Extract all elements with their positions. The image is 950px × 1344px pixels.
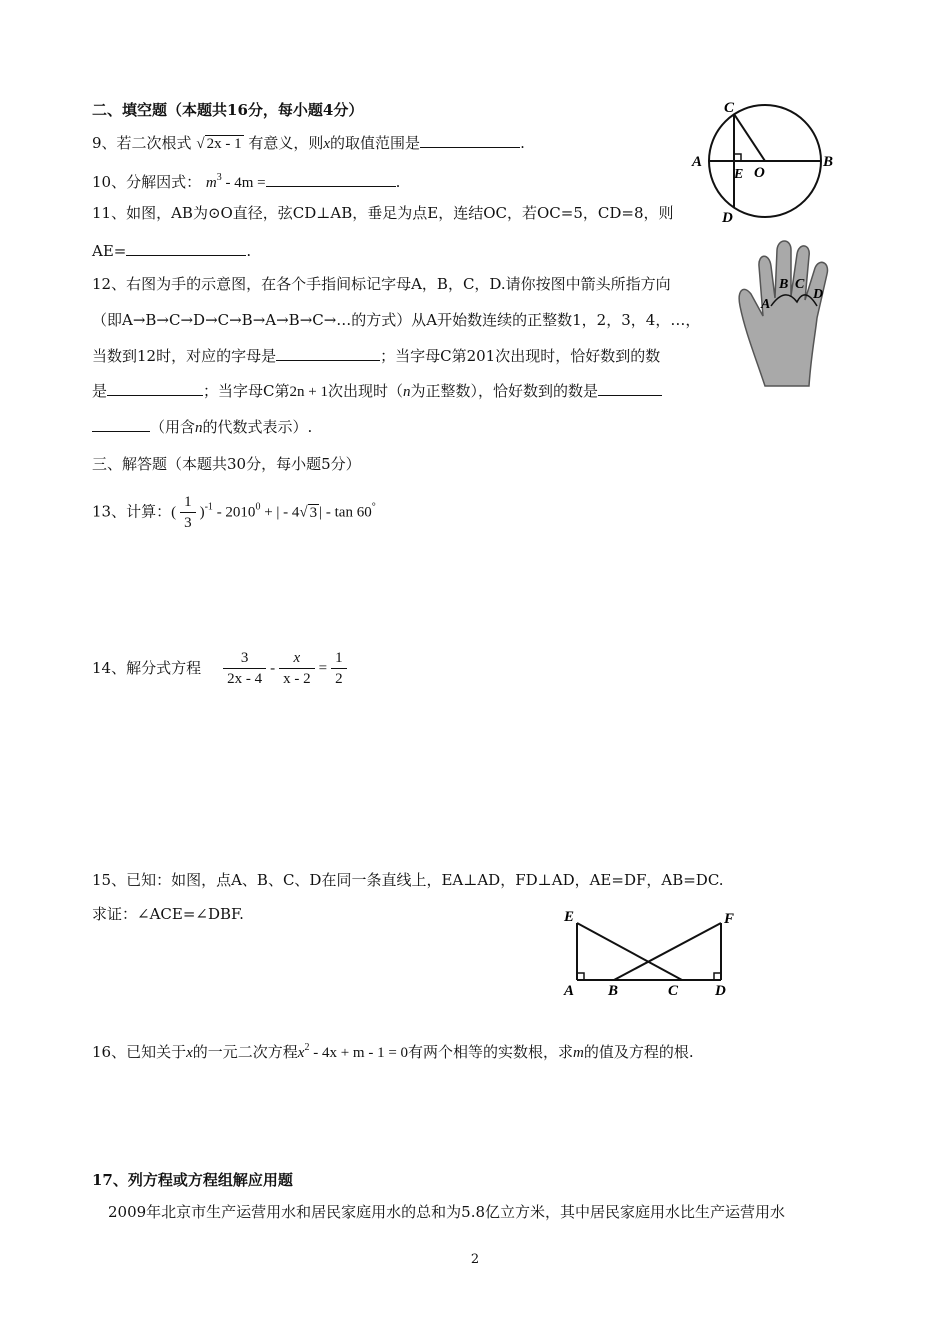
- q12-blank-1[interactable]: [276, 346, 380, 361]
- circle-label-o: O: [754, 165, 765, 181]
- circle-figure: [690, 98, 840, 228]
- triangle-label-c: C: [668, 983, 679, 999]
- q11-end: .: [246, 242, 252, 260]
- question-14: [92, 648, 351, 689]
- q12-line3-a: 当数到12时，对应的字母是: [92, 347, 277, 365]
- q12-line4-b: ；当字母C第: [203, 382, 290, 400]
- q12-blank-2[interactable]: [107, 381, 203, 396]
- q11-line1: 11、如图，AB为⊙O直径，弦CD⊥AB，垂足为点E，连结OC，若OC=5，CD=8，则: [92, 204, 674, 222]
- hand-label-a: A: [761, 297, 771, 312]
- question-16: [92, 1038, 694, 1063]
- circle-label-c: C: [724, 100, 735, 116]
- q17-title: 17、列方程或方程组解应用题: [92, 1171, 293, 1189]
- q12-line4: [92, 381, 662, 402]
- q16-eq-x: x: [297, 1045, 305, 1061]
- q15-line2: 求证：∠ACE=∠DBF.: [92, 905, 244, 923]
- q12-line4-c: 次出现时（: [327, 382, 403, 400]
- q9-answer-blank[interactable]: [420, 133, 520, 148]
- q13-fraction: $\frac{1}{3}$: [180, 492, 196, 533]
- q10-text: 分解因式：: [126, 173, 202, 191]
- circle-label-a: A: [692, 154, 703, 170]
- q14-fraction-1: $\frac{3}{2x - 4}$: [223, 648, 266, 689]
- q13-exp1: -1: [204, 501, 213, 513]
- q16-var-m: m: [573, 1045, 584, 1061]
- hand-label-b: B: [779, 277, 789, 292]
- q14-fraction-2: $\frac{x}{x - 2}$: [279, 648, 315, 689]
- question-9: 9、若二次根式 √ 2x - 1 有意义，则x的取值范围是 .: [92, 134, 525, 152]
- q10-expr-rest: - 4m =: [221, 175, 266, 191]
- q16-text-c: 有两个相等的实数根，求: [408, 1043, 574, 1061]
- q16-text-d: 的值及方程的根.: [583, 1043, 694, 1061]
- q12-blank-3[interactable]: [598, 381, 662, 396]
- q16-text-a: 16、已知关于: [92, 1043, 187, 1061]
- q13-part2: - 2010: [212, 504, 256, 521]
- triangle-label-f: F: [724, 911, 735, 927]
- hand-label-d: D: [813, 287, 824, 302]
- q9-radicand: 2x - 1: [206, 136, 242, 152]
- q12-line3: [92, 346, 660, 366]
- q16-text-b: 的一元二次方程: [192, 1043, 298, 1061]
- q12-line5-n: n: [195, 420, 203, 436]
- q12-line5-a: （用含: [150, 418, 196, 436]
- section2-title: 二、填空题（本题共16分，每小题4分）: [92, 101, 364, 119]
- q11-answer-blank[interactable]: [126, 241, 246, 256]
- q11-line2: [92, 241, 251, 261]
- q13-sqrt3: 3: [309, 504, 318, 521]
- q12-line2: （即A→B→C→D→C→B→A→B→C→…的方式）从A开始数连续的正整数1，2，3，4，…，: [92, 311, 701, 329]
- q14-fraction-3: $\frac{1}{2}$: [331, 648, 347, 689]
- q10-exp: 3: [216, 172, 222, 183]
- q9-text-b: 有意义，则: [248, 134, 324, 152]
- triangle-label-d: D: [715, 983, 726, 999]
- q13-part4: | - tan 60: [319, 504, 372, 521]
- q16-eq-exp: 2: [304, 1042, 310, 1053]
- circle-label-d: D: [722, 210, 733, 226]
- q13-degree: °: [371, 501, 376, 513]
- q12-blank-3-cont[interactable]: [92, 417, 150, 432]
- q13-part3: + | - 4: [260, 504, 300, 521]
- q9-number: 9、: [92, 134, 117, 152]
- q10-number: 10、: [92, 173, 127, 191]
- triangles-figure: [560, 905, 740, 1000]
- hand-figure: [735, 236, 845, 388]
- page-number: 2: [470, 1252, 480, 1267]
- circle-label-e: E: [734, 167, 744, 182]
- q13-number: 13、计算：: [92, 502, 172, 521]
- section3-title: 三、解答题（本题共30分，每小题5分）: [92, 455, 361, 473]
- hand-label-c: C: [795, 277, 805, 292]
- q9-var: x: [323, 136, 331, 152]
- triangle-label-e: E: [564, 909, 575, 925]
- q12-line4-a: 是: [92, 382, 108, 400]
- q16-var-x: x: [186, 1045, 193, 1061]
- q12-var-n: n: [402, 384, 411, 400]
- q15-line1: 15、已知：如图，点A、B、C、D在同一条直线上，EA⊥AD，FD⊥AD，AE=DF，AB=DC.: [92, 871, 724, 889]
- q11-ae-label: AE=: [92, 242, 127, 260]
- q13-exp2: 0: [255, 501, 261, 513]
- q17-line1: 2009年北京市生产运营用水和居民家庭用水的总和为5.8亿立方米，其中居民家庭用水比生产运营用水: [108, 1203, 786, 1221]
- triangle-label-a: A: [564, 983, 575, 999]
- q12-expr: 2n + 1: [289, 384, 328, 400]
- circle-label-b: B: [823, 154, 834, 170]
- q12-line3-b: ；当字母C第201次出现时，恰好数到的数: [380, 347, 661, 365]
- q9-text-c: 的取值范围是: [330, 134, 421, 152]
- q12-line5: [92, 417, 312, 438]
- question-13: 13、计算：( $\frac{1}{3}$ )$^{-1} - 2010^0$ + | - 4√ 3 | - tan 60°: [92, 494, 376, 531]
- q16-eq-rest: - 4x + m - 1 = 0: [309, 1045, 409, 1061]
- question-10: [92, 168, 400, 193]
- q14-number: 14、解分式方程: [92, 658, 202, 677]
- q12-line5-b: 的代数式表示）.: [202, 418, 313, 436]
- q9-text-a: 若二次根式: [116, 134, 192, 152]
- q10-end: .: [395, 173, 401, 191]
- q12-line4-d: 为正整数），恰好数到的数是: [410, 382, 598, 400]
- q14-minus: -: [270, 660, 276, 677]
- q10-expr-m: m: [205, 175, 217, 191]
- q12-line1: 12、右图为手的示意图，在各个手指间标记字母A，B，C，D.请你按图中箭头所指方向: [92, 275, 671, 293]
- q9-end: .: [520, 134, 525, 152]
- q14-equals: =: [318, 660, 328, 677]
- triangle-label-b: B: [608, 983, 619, 999]
- q10-answer-blank[interactable]: [266, 172, 396, 187]
